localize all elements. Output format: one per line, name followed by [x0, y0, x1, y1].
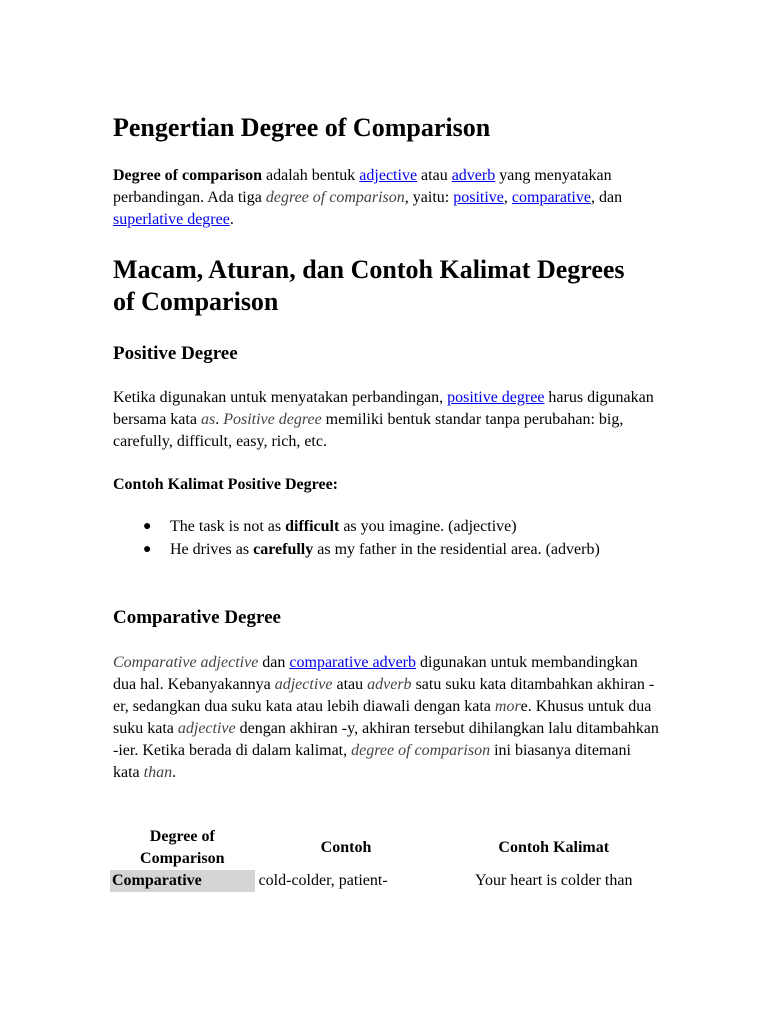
- link-comparative[interactable]: comparative: [511, 189, 591, 206]
- italic-term: Comparative adjective: [113, 654, 259, 671]
- term-bold: Degree of comparison: [113, 167, 262, 184]
- list-item: [113, 516, 653, 538]
- intro-text: , dan: [590, 189, 623, 206]
- italic-positive-degree: Positive degree: [223, 411, 322, 428]
- comparative-paragraph: [113, 652, 661, 784]
- comparative-text: satu suku kata ditambahkan akhiran -er, sedangkan dua suku kata atau lebih diawali dengan kata: [113, 676, 655, 715]
- bullet-icon: ●: [143, 542, 152, 557]
- intro-text: atau: [417, 167, 452, 184]
- list-item-text: as my father in the residential area. (adverb): [313, 541, 600, 558]
- italic-term: adjective: [274, 676, 333, 693]
- link-positive-degree[interactable]: positive degree: [447, 389, 545, 406]
- comparative-text: dan: [258, 654, 290, 671]
- table-header-contoh-kalimat: Contoh Kalimat: [498, 839, 610, 856]
- intro-text: , yaitu:: [404, 189, 454, 206]
- intro-text: adalah bentuk: [262, 167, 360, 184]
- positive-text: harus digunakan bersama kata: [113, 389, 654, 428]
- positive-text: Ketika digunakan untuk menyatakan perbandingan,: [113, 389, 448, 406]
- comparative-text: atau: [332, 676, 368, 693]
- italic-term: adverb: [367, 676, 412, 693]
- list-item-bold: difficult: [285, 518, 340, 535]
- list-item-text: as you imagine. (adjective): [339, 518, 517, 535]
- table-header-degree: Degree of Comparison: [140, 828, 225, 867]
- link-comparative-adverb[interactable]: comparative adverb: [289, 654, 417, 671]
- italic-term: than: [143, 764, 173, 781]
- positive-example-list: [113, 516, 653, 561]
- section-title-macam: Macam, Aturan, dan Contoh Kalimat Degrees of Comparison: [113, 255, 625, 316]
- table-header-contoh: Contoh: [320, 839, 372, 856]
- intro-text: yang menyatakan perbandingan. Ada tiga: [113, 167, 612, 206]
- list-item-bold: carefully: [253, 541, 314, 558]
- list-item: [113, 539, 653, 561]
- list-item-text: He drives as: [170, 541, 254, 558]
- comparative-text: ini biasanya ditemani kata: [113, 742, 631, 781]
- list-item-text: The task is not as: [170, 518, 286, 535]
- example-heading-text: Contoh Kalimat Positive Degree:: [113, 476, 338, 493]
- heading-comparative-degree: Comparative Degree: [113, 607, 281, 628]
- positive-text: memiliki bentuk standar tanpa perubahan: big, carefully, difficult, easy, rich, etc.: [113, 411, 624, 450]
- italic-as: as: [200, 411, 216, 428]
- table-header-row: [110, 826, 670, 870]
- bullet-icon: ●: [143, 519, 152, 534]
- link-positive[interactable]: positive: [453, 189, 504, 206]
- page-title: Pengertian Degree of Comparison: [113, 113, 491, 142]
- italic-term: adjective: [177, 720, 236, 737]
- italic-term: mor: [494, 698, 521, 715]
- table-row: [110, 870, 670, 892]
- table-cell-kalimat: Your heart is colder than: [475, 872, 633, 889]
- comparative-text: .: [172, 764, 177, 781]
- comparison-table: [110, 826, 670, 892]
- positive-example-heading: [113, 474, 661, 496]
- table-cell-degree: Comparative: [110, 870, 255, 892]
- italic-term: degree of comparison: [265, 189, 405, 206]
- italic-term: degree of comparison: [351, 742, 491, 759]
- positive-text: .: [215, 411, 224, 428]
- heading-positive-degree: Positive Degree: [113, 343, 238, 364]
- comparative-text: dengan akhiran -y, akhiran tersebut dihilangkan lalu ditambahkan -ier. Ketika berada di dalam kalimat,: [113, 720, 659, 759]
- table-cell-contoh: cold-colder, patient-: [258, 872, 388, 889]
- comparative-text: digunakan untuk membandingkan dua hal. Kebanyakannya: [113, 654, 638, 693]
- positive-paragraph: [113, 387, 661, 453]
- link-superlative[interactable]: superlative degree: [113, 211, 230, 228]
- intro-text: ,: [503, 189, 512, 206]
- link-adjective[interactable]: adjective: [359, 167, 418, 184]
- intro-text: .: [229, 211, 234, 228]
- comparative-text: e. Khusus untuk dua suku kata: [113, 698, 652, 737]
- link-adverb[interactable]: adverb: [451, 167, 496, 184]
- intro-paragraph: [113, 165, 661, 231]
